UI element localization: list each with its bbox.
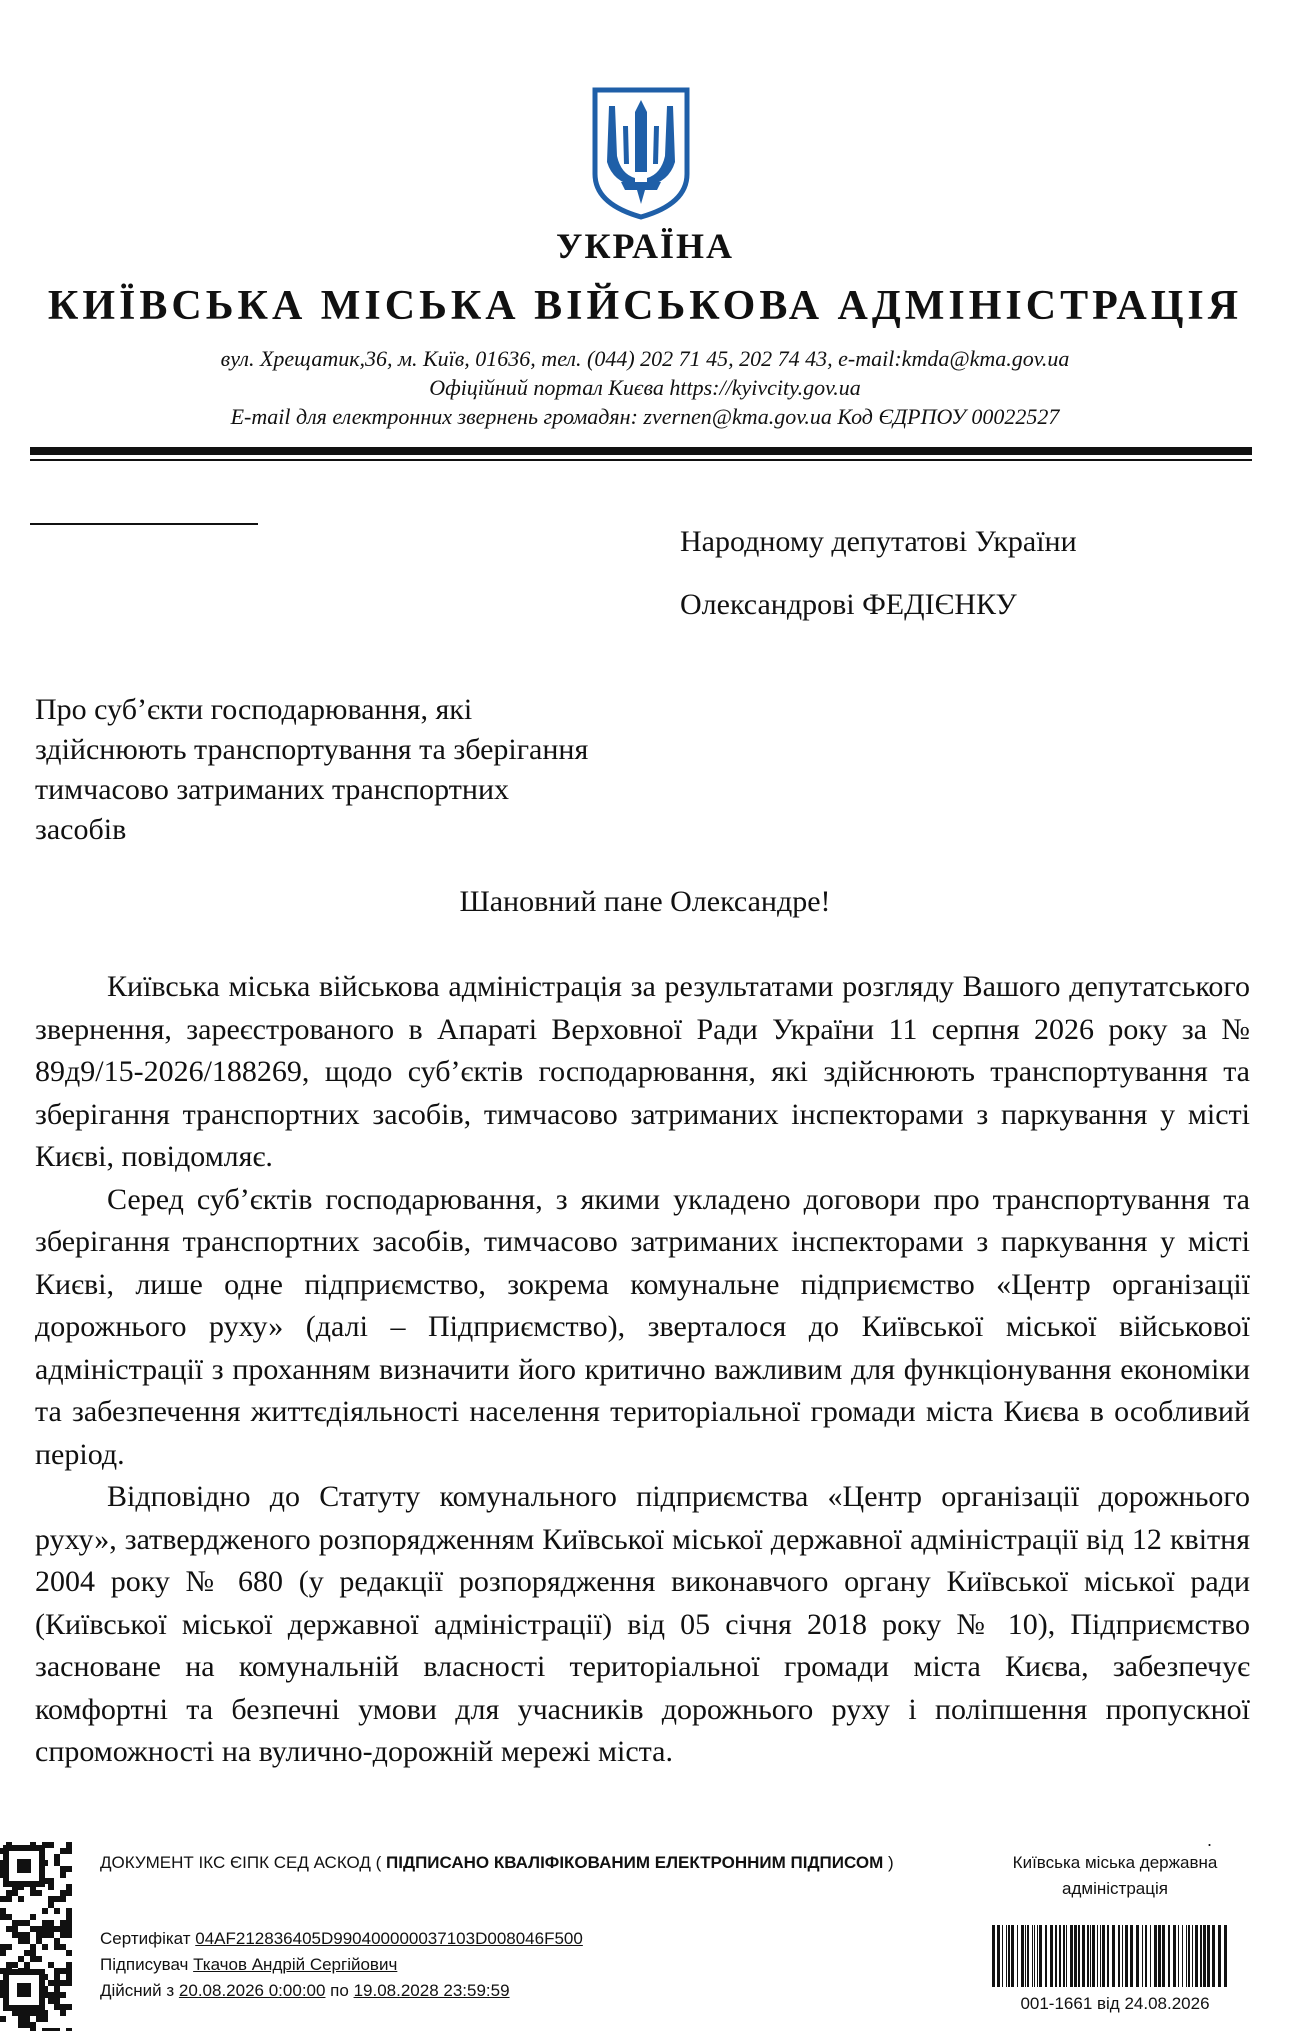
body-paragraph-3: Відповідно до Статуту комунального підприємства «Центр організації дорожнього руху», затвердженого розпорядженням Київської міської державної адміністрації від 12 квітня 2004 року № 680 (у редакції розпорядження виконавчого органу Київської міської ради (Київської міської державної адміністрації) від 05 січня 2018 року № 10), Підприємство засноване на комунальній власності територіальної громади міста Києва, забезпечує комфортні та безпечні умови для учасників дорожнього руху і поліпшення пропускної спроможності на вулично-дорожній мережі міста. xyxy=(35,1480,1250,1768)
address-line: вул. Хрещатик,36, м. Київ, 01636, тел. (044) 202 71 45, 202 74 43, e-mail:kmda@kma.gov.ua xyxy=(220,346,1070,371)
qr-code-icon xyxy=(0,1842,72,2031)
stamp-organization: Київська міська державна адміністрація xyxy=(1012,1853,1218,1898)
valid-to: 19.08.2028 23:59:59 xyxy=(353,1981,510,2000)
stamp-dot: . xyxy=(1207,1830,1213,1850)
signature-doc-prefix: ДОКУМЕНТ ІКС ЄІПК СЕД АСКОД ( xyxy=(100,1853,382,1872)
email-line: E-mail для електронних звернень громадян: zvernen@kma.gov.ua Код ЄДРПОУ 00022527 xyxy=(230,404,1060,429)
letter-body xyxy=(35,966,1250,1774)
reference-blank-line xyxy=(30,523,258,525)
valid-label: Дійсний з xyxy=(100,1981,179,2000)
addressee-position: Народному депутатові України xyxy=(680,525,1077,558)
valid-from: 20.08.2026 0:00:00 xyxy=(178,1981,326,2000)
signature-document-line xyxy=(100,1850,900,1876)
header-rule-thin xyxy=(30,459,1252,461)
signature-doc-status: ПІДПИСАНО КВАЛІФІКОВАНИМ ЕЛЕКТРОННИМ ПІДПИСОМ xyxy=(381,1853,884,1872)
registration-number: 001-1661 від 24.08.2026 xyxy=(1020,1994,1210,2013)
body-paragraph-1: Київська міська військова адміністрація за результатами розгляду Вашого депутатського звернення, зареєстрованого в Апараті Верховної Ради України 11 серпня 2026 року за № 89д9/15-2026/188269, щодо суб’єктів господарювання, які здійснюють транспортування та зберігання транспортних засобів, тимчасово затриманих інспекторами з паркування у місті Києві, повідомляє. xyxy=(35,970,1250,1173)
signer-row xyxy=(100,1955,397,1975)
certificate-label: Сертифікат xyxy=(100,1929,196,1948)
addressee-name: Олександрові ФЕДІЄНКУ xyxy=(680,588,1017,621)
signer-label: Підписувач xyxy=(100,1955,194,1974)
barcode-icon xyxy=(990,1925,1232,1987)
trident-emblem-icon xyxy=(591,86,691,220)
header-rule-thick xyxy=(30,447,1252,455)
country-title: УКРАЇНА xyxy=(556,226,734,266)
portal-line: Офіційний портал Києва https://kyivcity.gov.ua xyxy=(429,375,861,400)
certificate-value: 04AF212836405D990400000037103D008046F500 xyxy=(195,1929,583,1948)
letter-subject: Про суб’єкти господарювання, які здійснюють транспортування та зберігання тимчасово затриманих транспортних засобів xyxy=(35,693,589,846)
organization-title: КИЇВСЬКА МІСЬКА ВІЙСЬКОВА АДМІНІСТРАЦІЯ xyxy=(47,283,1243,329)
validity-row xyxy=(100,1981,510,2001)
body-paragraph-2: Серед суб’єктів господарювання, з якими укладено договори про транспортування та зберігання транспортних засобів, тимчасово затриманих інспекторами з паркування у місті Києві, лише одне підприємство, зокрема комунальне підприємство «Центр організації дорожнього руху» (далі – Підприємство), зверталося до Київської міської військової адміністрації з проханням визначити його критично важливим для функціонування економіки та забезпечення життєдіяльності населення територіальної громади міста Києва в особливий період. xyxy=(35,1182,1250,1471)
signature-doc-suffix: ) xyxy=(883,1853,894,1872)
valid-mid: по xyxy=(325,1981,354,2000)
salutation: Шановний пане Олександре! xyxy=(459,885,831,918)
signer-value: Ткачов Андрій Сергійович xyxy=(193,1955,398,1974)
certificate-row xyxy=(100,1929,583,1949)
